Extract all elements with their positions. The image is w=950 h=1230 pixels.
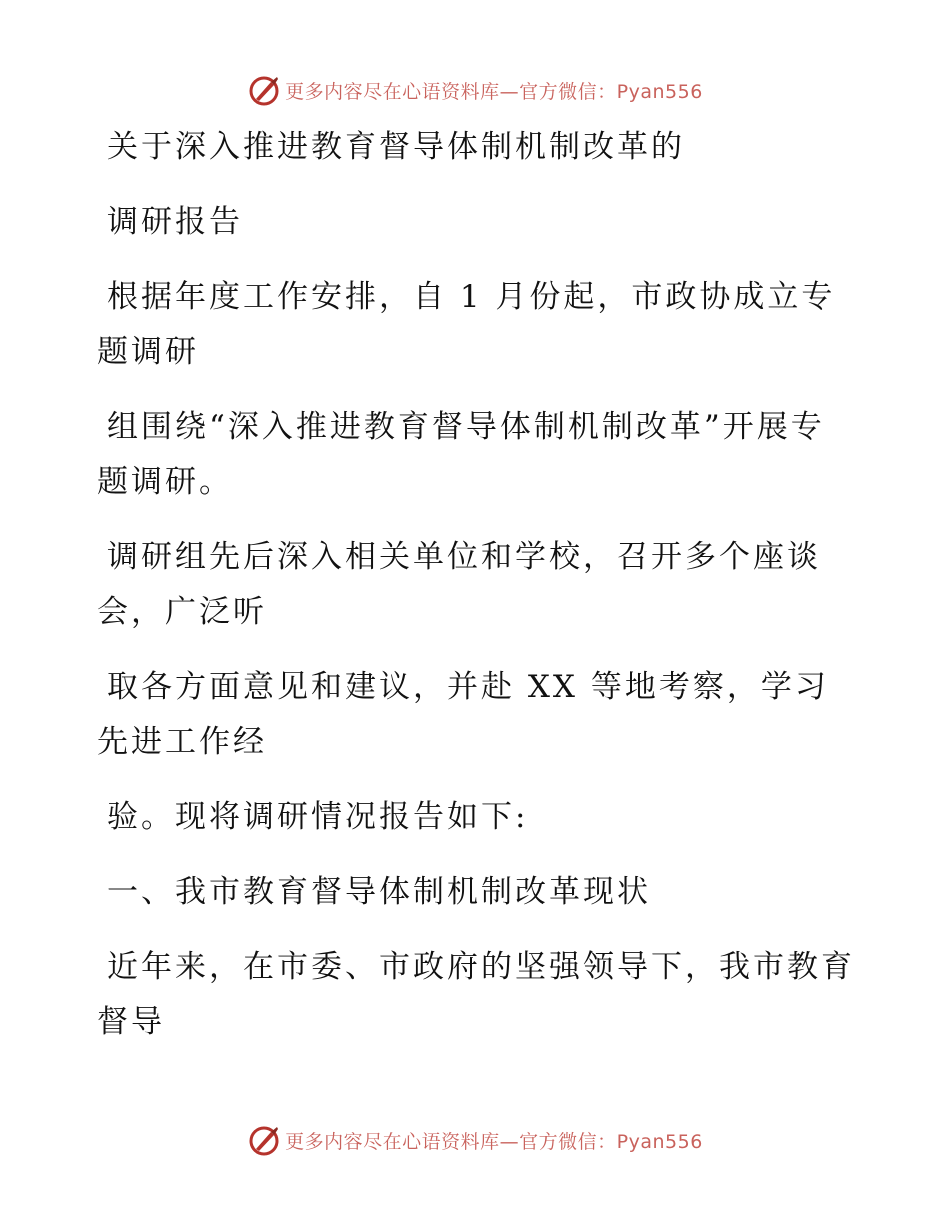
document-body xyxy=(97,120,857,1070)
quill-seal-logo-icon xyxy=(247,73,281,107)
quill-seal-logo-icon xyxy=(247,1123,281,1157)
paragraph: 近年来，在市委、市政府的坚强领导下，我市教育督导 xyxy=(97,949,855,1040)
watermark-text: 更多内容尽在心语资料库—官方微信：Pyan556 xyxy=(285,80,703,103)
watermark-text: 更多内容尽在心语资料库—官方微信：Pyan556 xyxy=(285,1130,703,1153)
document-title-line-2: 调研报告 xyxy=(107,204,243,240)
footer-watermark-banner xyxy=(0,1120,950,1160)
paragraph: 组围绕“深入推进教育督导体制机制改革”开展专题调研。 xyxy=(97,409,825,500)
paragraph: 根据年度工作安排，自 1 月份起，市政协成立专题调研 xyxy=(97,279,836,370)
paragraph: 取各方面意见和建议，并赴 XX 等地考察，学习先进工作经 xyxy=(97,669,829,760)
section-heading: 一、我市教育督导体制机制改革现状 xyxy=(107,874,651,910)
document-title-line-1: 关于深入推进教育督导体制机制改革的 xyxy=(107,129,685,165)
paragraph: 验。现将调研情况报告如下: xyxy=(107,799,529,835)
paragraph: 调研组先后深入相关单位和学校，召开多个座谈会，广泛听 xyxy=(97,539,821,630)
header-watermark-banner xyxy=(0,70,950,110)
